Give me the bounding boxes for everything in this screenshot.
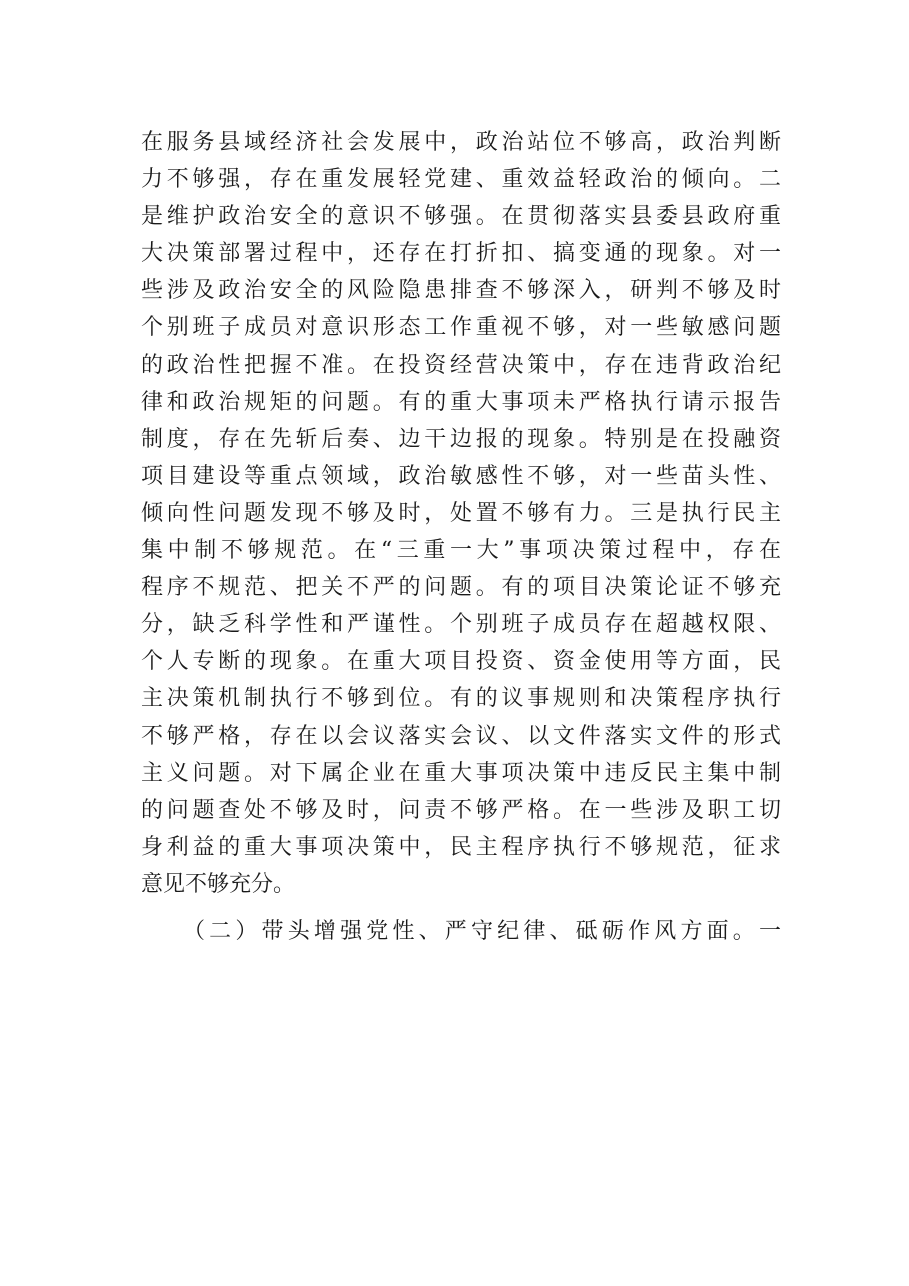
- text-line: 不够严格，存在以会议落实会议、以文件落实文件的形式: [141, 723, 781, 749]
- section-heading-line: （二）带头增强党性、严守纪律、砥砺作风方面。一: [183, 918, 781, 944]
- text-line: 意见不够充分。: [141, 871, 296, 897]
- text-line: 在服务县域经济社会发展中，政治站位不够高，政治判断: [141, 130, 781, 155]
- text-line: 主决策机制执行不够到位。有的议事规则和决策程序执行: [141, 686, 781, 712]
- text-line: 大决策部署过程中，还存在打折扣、搞变通的现象。对一: [141, 241, 781, 267]
- text-line: 的政治性把握不准。在投资经营决策中，存在违背政治纪: [141, 352, 781, 378]
- text-line: 些涉及政治安全的风险隐患排查不够深入，研判不够及时: [141, 278, 781, 304]
- paragraph-gap: [141, 903, 781, 913]
- text-line: 律和政治规矩的问题。有的重大事项未严格执行请示报告: [141, 389, 781, 415]
- text-line: 程序不规范、把关不严的问题。有的项目决策论证不够充: [141, 575, 781, 601]
- text-line: 个别班子成员对意识形态工作重视不够，对一些敏感问题: [141, 315, 781, 341]
- text-line: 制度，存在先斩后奏、边干边报的现象。特别是在投融资: [141, 426, 781, 452]
- text-line: 个人专断的现象。在重大项目投资、资金使用等方面，民: [141, 649, 781, 675]
- text-line: 力不够强，存在重发展轻党建、重效益轻政治的倾向。二: [141, 167, 781, 193]
- body-text: [141, 124, 781, 950]
- text-line: 是维护政治安全的意识不够强。在贯彻落实县委县政府重: [141, 204, 781, 230]
- text-line: 的问题查处不够及时，问责不够严格。在一些涉及职工切: [141, 797, 781, 823]
- text-line: 集中制不够规范。在“三重一大”事项决策过程中，存在: [141, 538, 781, 564]
- text-line: 身利益的重大事项决策中，民主程序执行不够规范，征求: [141, 834, 781, 860]
- text-line: 分，缺乏科学性和严谨性。个别班子成员存在超越权限、: [141, 612, 781, 638]
- text-line: 项目建设等重点领域，政治敏感性不够，对一些苗头性、: [141, 463, 781, 489]
- text-line: 主义问题。对下属企业在重大事项决策中违反民主集中制: [141, 760, 781, 786]
- text-line: 倾向性问题发现不够及时，处置不够有力。三是执行民主: [141, 500, 781, 526]
